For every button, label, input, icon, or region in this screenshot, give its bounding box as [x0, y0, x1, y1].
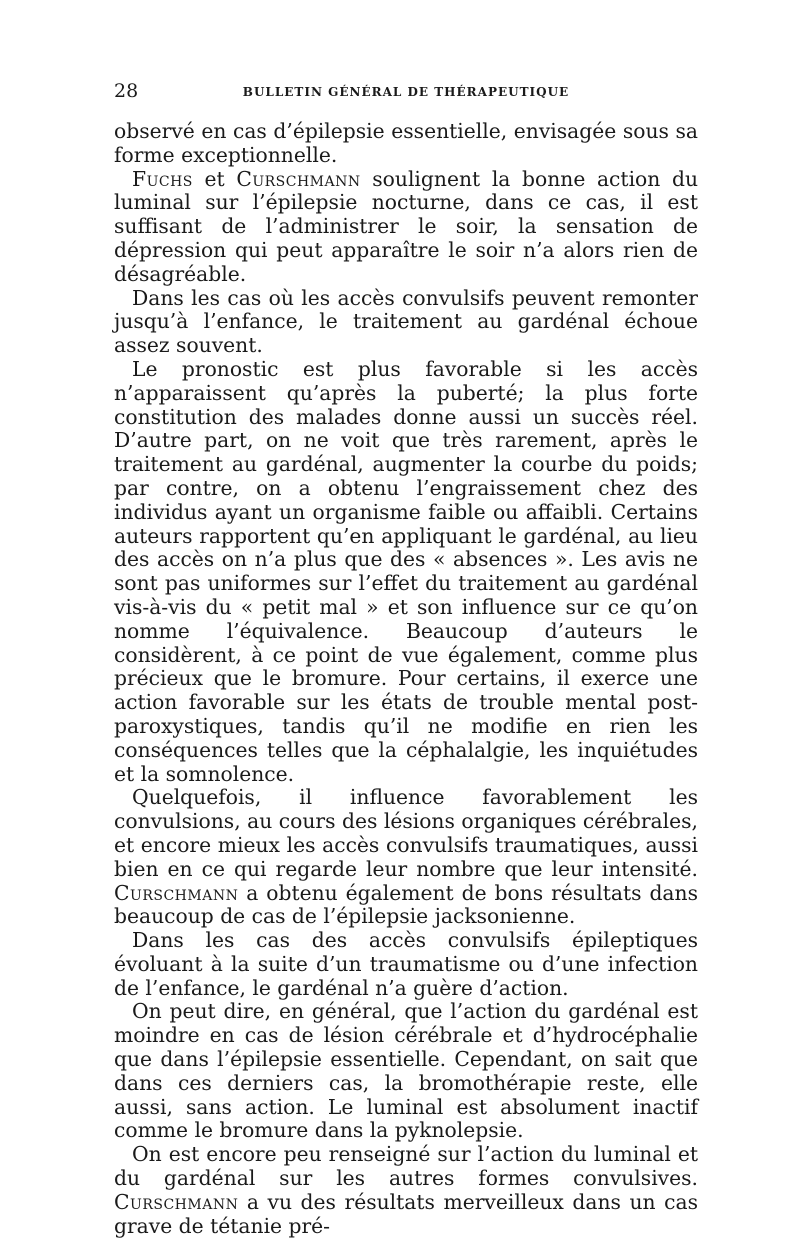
text-run: a obtenu également de bons résultats dans beaucoup de cas de l’épilepsie jacksonienne. — [114, 880, 698, 929]
text-run: Quelquefois, il influence favorablement les convulsions, au cours des lésions organiques cérébrales, et encore mieux les accès convulsifs traumatiques, aussi bien en ce qui regarde leur nombre que leur intensité. — [114, 785, 698, 881]
page-number: 28 — [114, 80, 139, 102]
paragraph — [114, 168, 698, 287]
paragraph — [114, 1143, 698, 1238]
text-run: a vu des résultats merveilleux dans un cas grave de tétanie pré- — [114, 1189, 698, 1238]
paragraph — [114, 786, 698, 929]
author-name: Fuchs — [132, 166, 193, 191]
paragraph: Le pronostic est plus favorable si les accès n’apparaissent qu’après la puberté; la plus forte constitution des malades donne aussi un succès réel. D’autre part, on ne voit que très rarement, après le traitement au gardénal, augmenter la courbe du poids; par contre, on a obtenu l’engraissement chez des individus ayant un organisme faible ou affaibli. Certains auteurs rapportent qu’en appliquant le gardénal, au lieu des accès on n’a plus que des « absences ». Les avis ne sont pas uniformes sur l’effet du traitement au gardénal vis-à-vis du « petit mal » et son influence sur ce qu’on nomme l’équivalence. Beaucoup d’auteurs le considèrent, à ce point de vue également, comme plus précieux que le bromure. Pour certains, il exerce une action favorable sur les états de trouble mental post-paroxystiques, tandis qu’il ne modifie en rien les conséquences telles que la céphalalgie, les inquiétudes et la somnolence. — [114, 356, 698, 786]
text-run: On est encore peu renseigné sur l’action du luminal et du gardénal sur les autres formes convulsives. — [114, 1142, 698, 1191]
paragraph: observé en cas d’épilepsie essentielle, envisagée sous sa forme exceptionnelle. — [114, 119, 698, 167]
body-text — [114, 120, 698, 1238]
author-name: Curschmann — [114, 880, 239, 905]
paragraph: Dans les cas des accès convulsifs épileptiques évoluant à la suite d’un traumatisme ou d’une infection de l’enfance, le gardénal n’a guère d’action. — [114, 928, 698, 1000]
text-run: soulignent la bonne action du luminal sur l’épilepsie nocturne, dans ce cas, il est suffisant de l’administrer le soir, la sensation de dépression qui peut apparaître le soir n’a alors rien de désagréable. — [114, 166, 699, 286]
paragraph: On peut dire, en général, que l’action du gardénal est moindre en cas de lésion cérébrale et d’hydrocéphalie que dans l’épilepsie essentielle. Cependant, on sait que dans ces derniers cas, la bromothérapie reste, elle aussi, sans action. Le luminal est absolument inactif comme le bromure dans la pyknolepsie. — [114, 999, 698, 1143]
journal-title: BULLETIN GÉNÉRAL DE THÉRAPEUTIQUE — [242, 85, 570, 99]
author-name: Curschmann — [114, 1189, 239, 1214]
running-head — [114, 80, 698, 102]
paragraph: Dans les cas où les accès convulsifs peuvent remonter jusqu’à l’enfance, le traitement au gardénal échoue assez souvent. — [114, 285, 698, 358]
text-run: et — [192, 166, 237, 191]
author-name: Curschmann — [236, 166, 361, 191]
